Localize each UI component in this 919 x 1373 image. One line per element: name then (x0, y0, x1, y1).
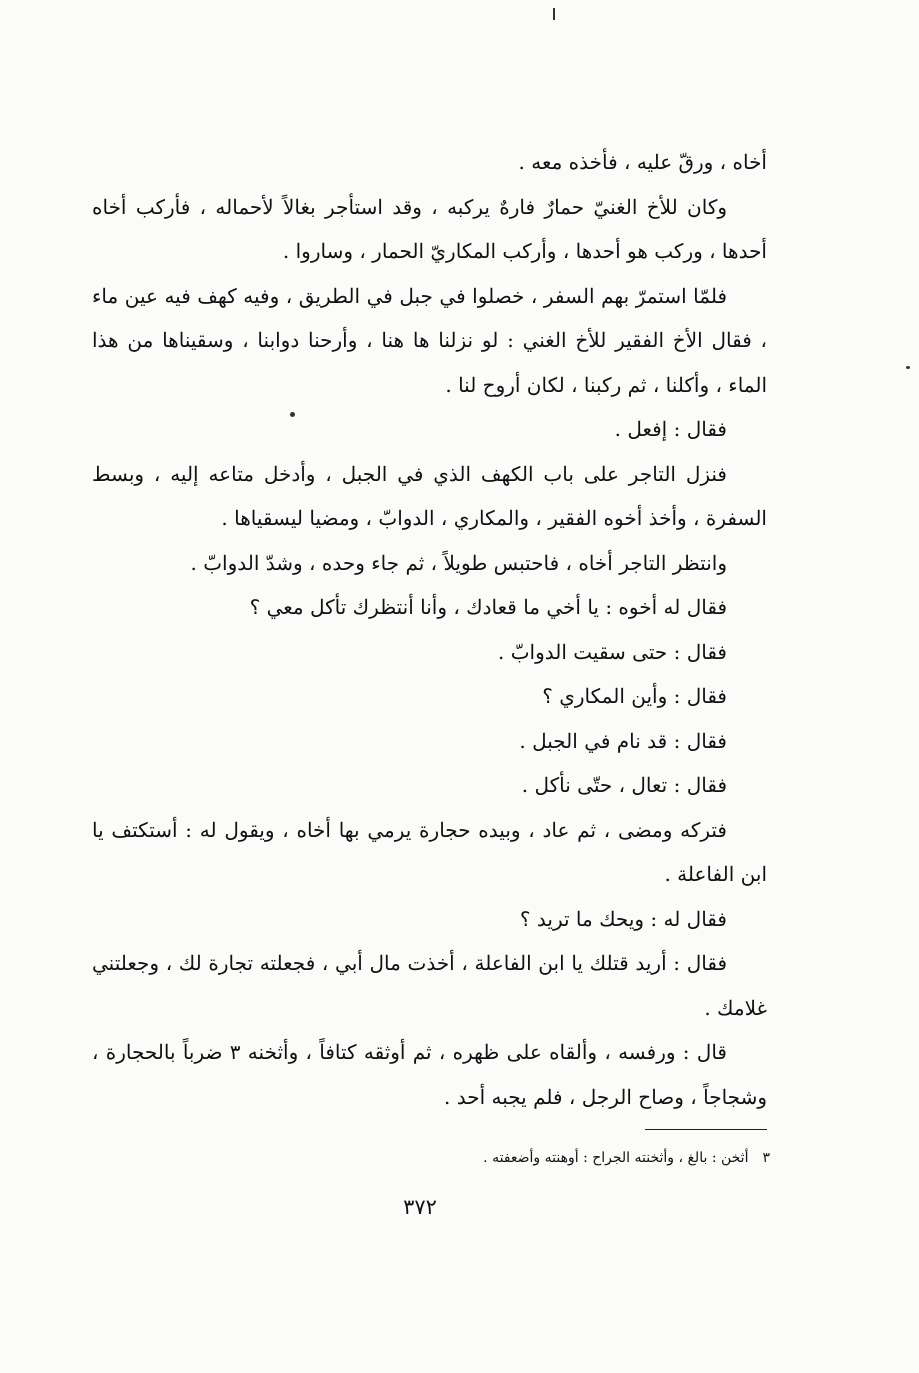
footnote (350, 1146, 770, 1170)
paragraph: فقال له : ويحك ما تريد ؟ (519, 906, 727, 931)
paragraph: وانتظر التاجر أخاه ، فاحتبس طويلاً ، ثم جاء وحده ، وشدّ الدوابّ . (190, 550, 727, 575)
scan-speck (906, 366, 910, 369)
paragraph: قال : ورفسه ، وألقاه على ظهره ، ثم أوثقه كتافاً ، وأثخنه ٣ ضرباً بالحجارة ، وشجاجاً ، وصاح الرجل ، فلم يجبه أحد . (92, 1040, 767, 1109)
paragraph: وكان للأخ الغنيّ حمارٌ فارهٌ يركبه ، وقد استأجر بغالاً لأحماله ، فأركب أخاه أحدها ، وركب هو أحدها ، وأركب المكاريّ الحمار ، وساروا . (92, 194, 767, 263)
paragraph: فنزل التاجر على باب الكهف الذي في الجبل ، وأدخل متاعه إليه ، وبسط السفرة ، وأخذ أخوه الفقير ، والمكاري ، الدوابّ ، ومضيا ليسقياها . (92, 461, 767, 530)
page-number: ٣٧٢ (403, 1195, 437, 1219)
paragraph: فقال : أريد قتلك يا ابن الفاعلة ، أخذت مال أبي ، فجعلته تجارة لك ، وجعلتني غلامك . (92, 951, 767, 1020)
paragraph: أخاه ، ورقّ عليه ، فأخذه معه . (518, 150, 767, 174)
paragraph: فقال : تعال ، حتّى نأكل . (521, 773, 727, 797)
paragraph: فلمّا استمرّ بهم السفر ، خصلوا في جبل في الطريق ، وفيه كهف فيه عين ماء ، فقال الأخ الفقير للأخ الغني : لو نزلنا ها هنا ، وأرحنا دوابنا ، وسقيناها من هذا الماء ، وأكلنا ، ثم ركبنا ، لكان أروح لنا . (92, 283, 767, 397)
main-text (92, 140, 767, 1119)
footnote-number: ٣ (762, 1150, 770, 1166)
scan-speck (553, 8, 555, 20)
paragraph: فقال : وأين المكاري ؟ (542, 684, 727, 708)
footnote-text: أثخن : بالغ ، وأثخنته الجراح : أوهنته وأضعفته . (483, 1150, 749, 1166)
paragraph: فقال له أخوه : يا أخي ما قعادك ، وأنا أنتظرك تأكل معي ؟ (249, 595, 727, 619)
footnote-divider (645, 1129, 767, 1130)
paragraph: فقال : إفعل . (614, 417, 727, 441)
paragraph: فقال : قد نام في الجبل . (519, 728, 727, 753)
paragraph: فتركه ومضى ، ثم عاد ، وبيده حجارة يرمي بها أخاه ، ويقول له : أستكتف يا ابن الفاعلة . (92, 817, 767, 886)
paragraph: فقال : حتى سقيت الدوابّ . (498, 639, 727, 664)
